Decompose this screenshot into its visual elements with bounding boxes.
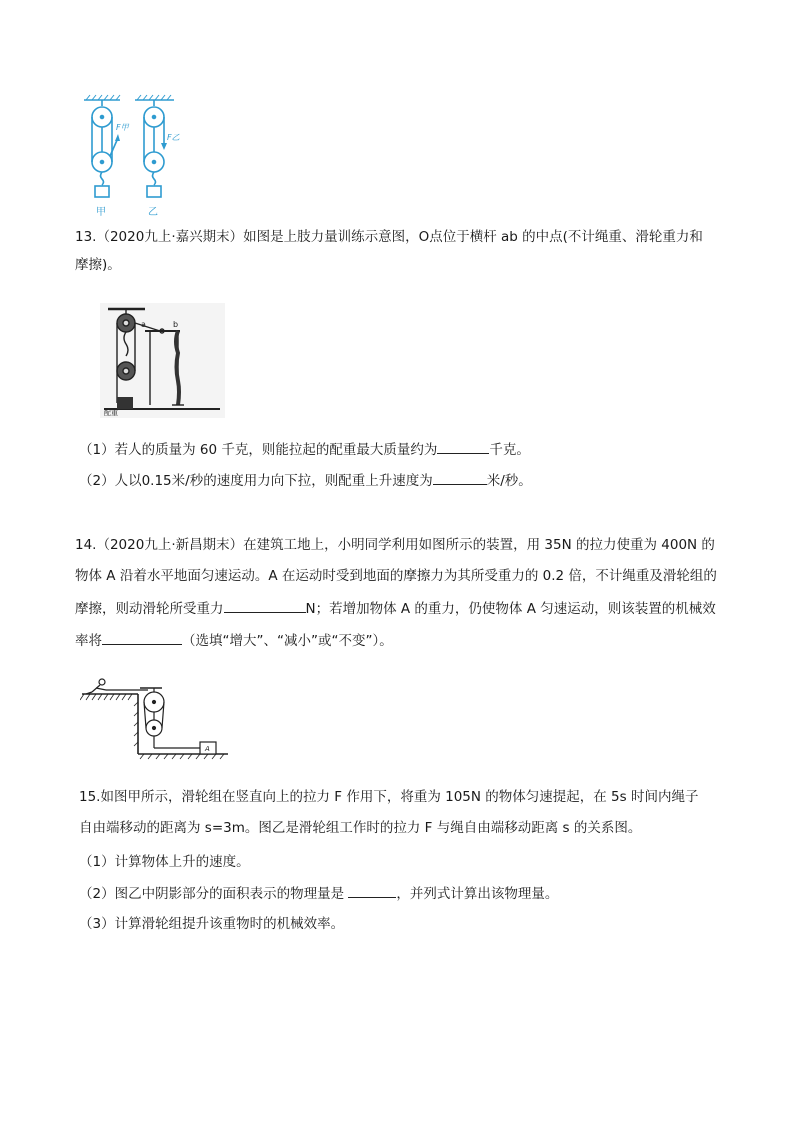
q13-stem-line2: 摩擦)。 [75, 257, 121, 273]
q13-subquestion-2: （2）人以0.15米/秒的速度用力向下拉，则配重上升速度为 米/秒。 [79, 470, 532, 491]
q15-subquestion-3: （3）计算滑轮组提升该重物时的机械效率。 [79, 916, 345, 932]
answer-blank[interactable] [348, 883, 396, 898]
answer-blank[interactable] [224, 598, 306, 613]
q13-stem-line1: 13.（2020九上·嘉兴期末）如图是上肢力量训练示意图，O点位于横杆 ab 的中点(不计绳重、滑轮重力和 [75, 229, 703, 245]
figure-label-left: 甲 [96, 207, 106, 218]
label-b: b [173, 320, 179, 329]
q14-stem-line1: 14.（2020九上·新昌期末）在建筑工地上，小明同学利用如图所示的装置，用 35N 的拉力使重为 400N 的 [75, 537, 715, 553]
q14-stem-line3: 摩擦，则动滑轮所受重力 N；若增加物体 A 的重力，仍使物体 A 匀速运动，则该装置的机械效 [75, 598, 716, 619]
q15-subquestion-1: （1）计算物体上升的速度。 [79, 854, 250, 870]
q15-subquestion-2: （2）图乙中阴影部分的面积表示的物理量是 ，并列式计算出该物理量。 [79, 883, 558, 904]
q14-stem-line4: 率将 （选填“增大”、“减小”或“不变”）。 [75, 630, 393, 651]
figure-label-right: 乙 [148, 207, 158, 218]
force-label-left: F甲 [116, 123, 129, 132]
label-weight: 配重 [104, 409, 118, 417]
answer-blank[interactable] [437, 439, 489, 454]
q14-stem-line2: 物体 A 沿着水平地面匀速运动。A 在运动时受到地面的摩擦力为其所受重力的 0.2 倍，不计绳重及滑轮组的 [75, 568, 717, 584]
label-object-A: A [205, 745, 210, 753]
training-apparatus-figure [100, 303, 225, 418]
pulley-figure-14 [80, 676, 230, 760]
answer-blank[interactable] [102, 630, 182, 645]
answer-blank[interactable] [433, 470, 487, 485]
q15-stem-line1: 15.如图甲所示，滑轮组在竖直向上的拉力 F 作用下，将重为 105N 的物体匀速提起，在 5s 时间内绳子 [79, 789, 699, 805]
pulley-figure-12 [80, 94, 190, 222]
label-a: a [141, 320, 146, 329]
q15-stem-line2: 自由端移动的距离为 s=3m。图乙是滑轮组工作时的拉力 F 与绳自由端移动距离 s 的关系图。 [79, 820, 642, 836]
force-label-right: F乙 [167, 133, 180, 142]
q13-subquestion-1: （1）若人的质量为 60 千克，则能拉起的配重最大质量约为 千克。 [79, 439, 530, 460]
